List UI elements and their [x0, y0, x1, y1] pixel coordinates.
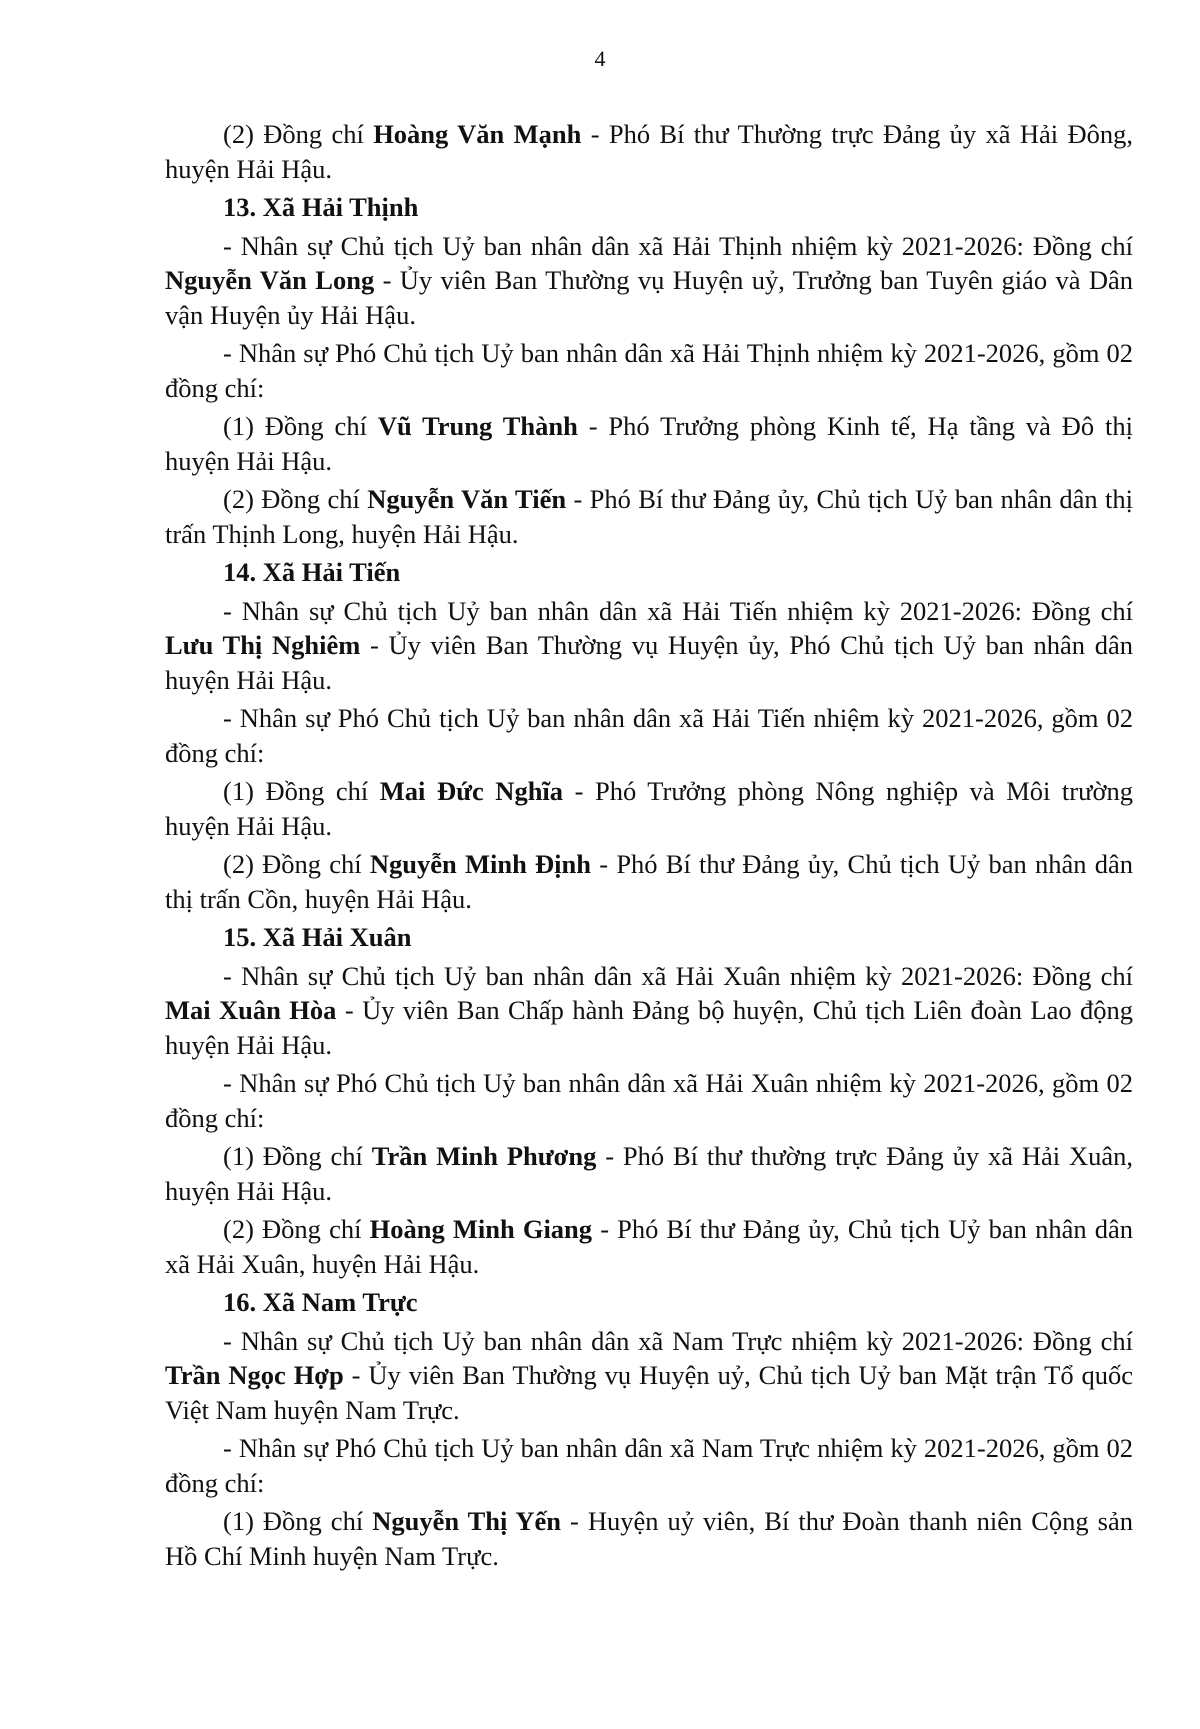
text-run: (2) Đồng chí	[223, 119, 374, 149]
section-heading	[165, 920, 1133, 955]
text-run: (2) Đồng chí	[223, 484, 368, 514]
text-run: (1) Đồng chí	[223, 776, 380, 806]
list-item	[165, 1212, 1133, 1281]
text-run: (1) Đồng chí	[223, 1141, 372, 1171]
text-run: - Phó Trưởng phòng Kinh tế, Hạ tầng và Đô thị huyện Hải Hậu.	[165, 411, 1133, 476]
paragraph	[165, 229, 1133, 333]
text-run: - Phó Bí thư thường trực Đảng ủy xã Hải Xuân, huyện Hải Hậu.	[165, 1141, 1133, 1206]
list-item	[165, 847, 1133, 916]
list-item	[165, 409, 1133, 478]
section-heading	[165, 190, 1133, 225]
section-heading	[165, 1285, 1133, 1320]
list-item	[165, 774, 1133, 843]
document-body	[165, 117, 1133, 1577]
person-name: Nguyễn Minh Định	[369, 849, 592, 879]
text-run: (2) Đồng chí	[223, 849, 370, 879]
text-run: (1) Đồng chí	[223, 411, 378, 441]
text-run: - Phó Bí thư Đảng ủy, Chủ tịch Uỷ ban nhân dân thị trấn Thịnh Long, huyện Hải Hậu.	[165, 484, 1133, 549]
list-item	[165, 482, 1133, 551]
person-name: Trần Ngọc Hợp	[165, 1360, 344, 1390]
person-name: Hoàng Văn Mạnh	[373, 119, 582, 149]
text-run: - Huyện uỷ viên, Bí thư Đoàn thanh niên Cộng sản Hồ Chí Minh huyện Nam Trực.	[165, 1506, 1133, 1571]
text-run: - Nhân sự Chủ tịch Uỷ ban nhân dân xã Hải Tiến nhiệm kỳ 2021-2026: Đồng chí	[223, 595, 1133, 626]
text-run: - Nhân sự Phó Chủ tịch Uỷ ban nhân dân xã Hải Thịnh nhiệm kỳ 2021-2026, gồm 02 đồng chí:	[165, 338, 1133, 403]
text-run: - Nhân sự Phó Chủ tịch Uỷ ban nhân dân xã Hải Xuân nhiệm kỳ 2021-2026, gồm 02 đồng chí:	[165, 1068, 1133, 1133]
text-run: - Nhân sự Chủ tịch Uỷ ban nhân dân xã Nam Trực nhiệm kỳ 2021-2026: Đồng chí	[223, 1325, 1133, 1356]
text-run: 16. Xã Nam Trực	[223, 1287, 418, 1317]
person-name: Nguyễn Văn Long	[165, 265, 375, 295]
text-run: (1) Đồng chí	[223, 1506, 373, 1536]
text-run: - Ủy viên Ban Thường vụ Huyện uỷ, Chủ tịch Uỷ ban Mặt trận Tổ quốc Việt Nam huyện Nam Trực.	[165, 1360, 1133, 1425]
paragraph	[165, 336, 1133, 405]
person-name: Nguyễn Thị Yến	[372, 1506, 562, 1536]
list-item	[165, 1504, 1133, 1573]
page-number: 4	[594, 46, 606, 71]
text-run: - Phó Bí thư Thường trực Đảng ủy xã Hải Đông, huyện Hải Hậu.	[165, 119, 1133, 184]
text-run: - Ủy viên Ban Thường vụ Huyện ủy, Phó Chủ tịch Uỷ ban nhân dân huyện Hải Hậu.	[165, 630, 1133, 695]
text-run: - Phó Trưởng phòng Nông nghiệp và Môi trường huyện Hải Hậu.	[165, 776, 1133, 841]
person-name: Mai Đức Nghĩa	[379, 776, 564, 806]
person-name: Mai Xuân Hòa	[165, 995, 337, 1025]
text-run: 14. Xã Hải Tiến	[223, 557, 401, 587]
list-item	[165, 1139, 1133, 1208]
person-name: Trần Minh Phương	[371, 1141, 597, 1171]
text-run: - Phó Bí thư Đảng ủy, Chủ tịch Uỷ ban nhân dân xã Hải Xuân, huyện Hải Hậu.	[165, 1214, 1133, 1279]
text-run: (2) Đồng chí	[223, 1214, 370, 1244]
person-name: Hoàng Minh Giang	[369, 1214, 593, 1244]
text-run: - Phó Bí thư Đảng ủy, Chủ tịch Uỷ ban nhân dân thị trấn Cồn, huyện Hải Hậu.	[165, 849, 1134, 914]
text-run: - Ủy viên Ban Thường vụ Huyện uỷ, Trưởng ban Tuyên giáo và Dân vận Huyện ủy Hải Hậu.	[165, 265, 1133, 330]
paragraph	[165, 1324, 1133, 1428]
text-run: - Nhân sự Phó Chủ tịch Uỷ ban nhân dân xã Nam Trực nhiệm kỳ 2021-2026, gồm 02 đồng chí:	[165, 1433, 1133, 1498]
paragraph	[165, 1431, 1133, 1500]
person-name: Vũ Trung Thành	[377, 411, 578, 441]
text-run: - Nhân sự Phó Chủ tịch Uỷ ban nhân dân xã Hải Tiến nhiệm kỳ 2021-2026, gồm 02 đồng chí:	[165, 703, 1133, 768]
text-run: - Nhân sự Chủ tịch Uỷ ban nhân dân xã Hải Xuân nhiệm kỳ 2021-2026: Đồng chí	[223, 960, 1133, 991]
paragraph	[165, 701, 1133, 770]
text-run: - Ủy viên Ban Chấp hành Đảng bộ huyện, Chủ tịch Liên đoàn Lao động huyện Hải Hậu.	[165, 995, 1133, 1060]
paragraph	[165, 959, 1133, 1063]
person-name: Nguyễn Văn Tiến	[367, 484, 567, 514]
text-run: 13. Xã Hải Thịnh	[223, 192, 419, 222]
paragraph	[165, 594, 1133, 698]
list-item	[165, 117, 1133, 186]
person-name: Lưu Thị Nghiêm	[165, 630, 361, 660]
text-run: 15. Xã Hải Xuân	[223, 922, 412, 952]
paragraph	[165, 1066, 1133, 1135]
section-heading	[165, 555, 1133, 590]
text-run: - Nhân sự Chủ tịch Uỷ ban nhân dân xã Hải Thịnh nhiệm kỳ 2021-2026: Đồng chí	[223, 230, 1133, 261]
